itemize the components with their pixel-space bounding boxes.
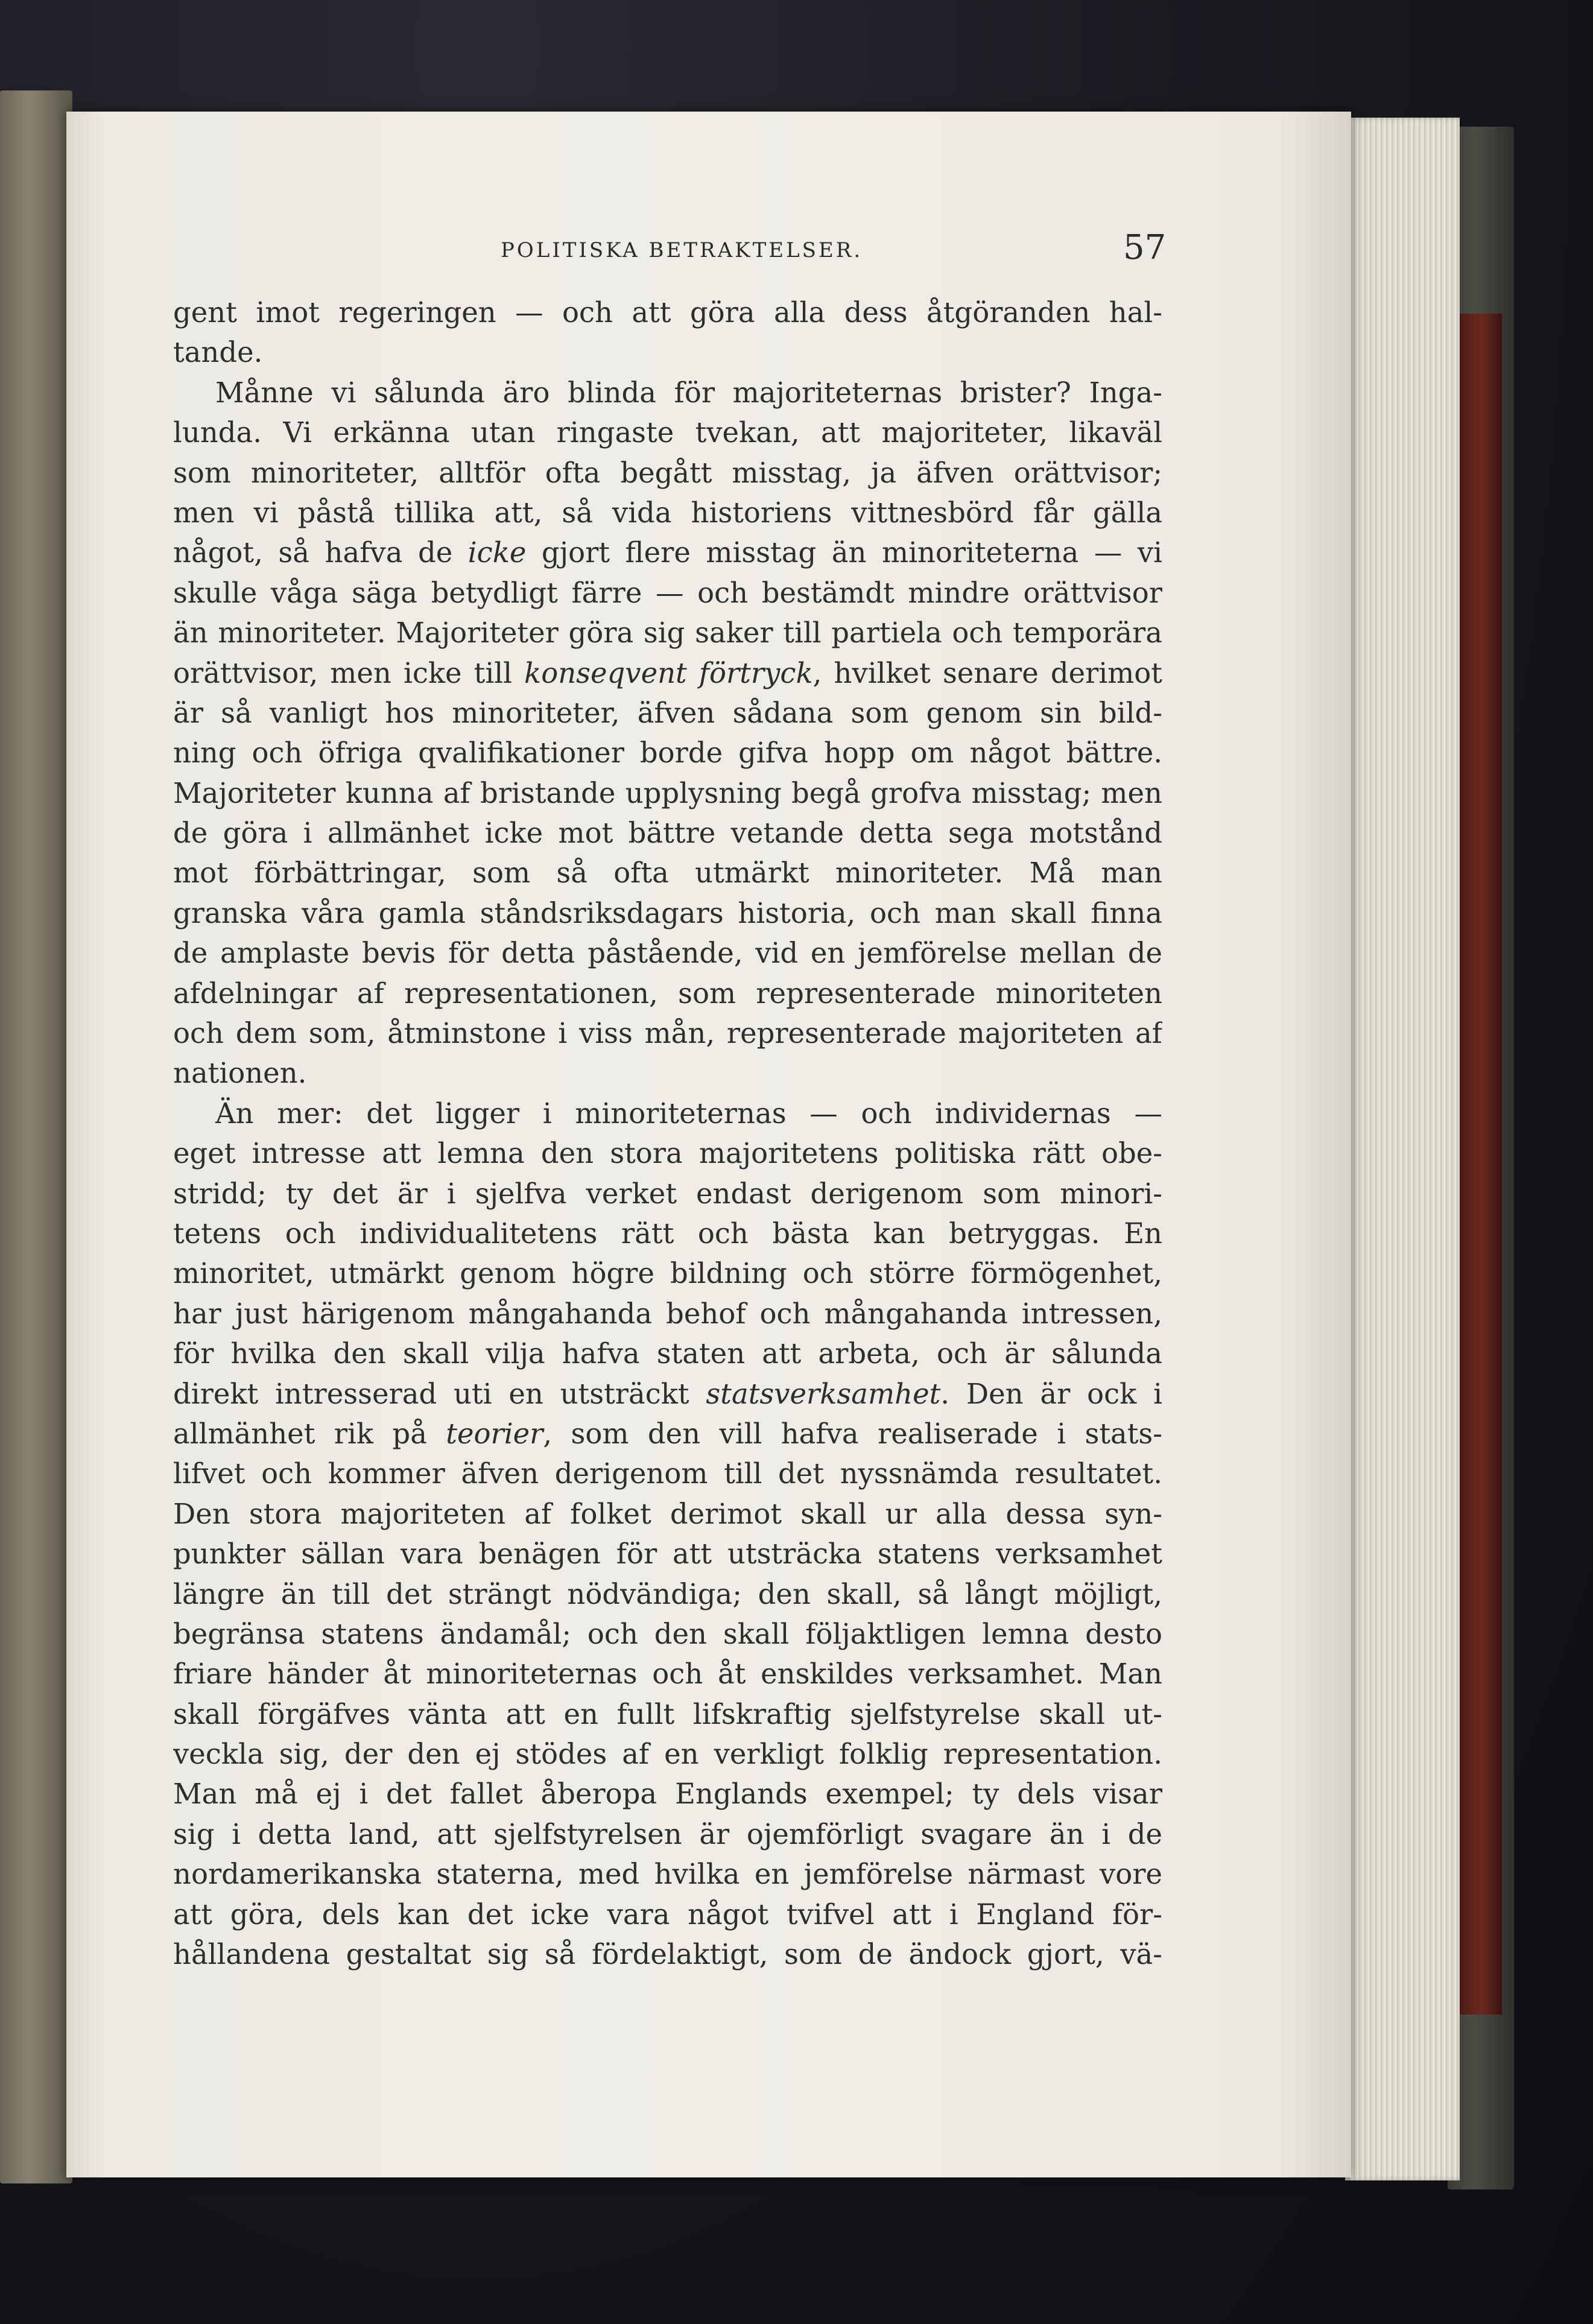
text-line: afdelningar af representationen, som representerade minoriteten [173,977,1162,1010]
text-line: gent imot regeringen — och att göra alla dess åtgöranden hal- [173,296,1162,329]
text-run: , hvilket senare derimot [812,656,1162,689]
text-run: , som den vill hafva realiserade i stats- [543,1417,1162,1450]
text-line: lifvet och kommer äfven derigenom till det nyssnämda resultatet. [173,1457,1162,1490]
text-line: de amplaste bevis för detta påstående, vid en jemförelse mellan de [173,937,1162,970]
text-line: som minoriteter, alltför ofta begått misstag, ja äfven orättvisor; [173,456,1162,489]
text-line: skulle våga säga betydligt färre — och bestämdt mindre orättvisor [173,576,1162,609]
text-run: allmänhet rik på [173,1417,446,1450]
text-line: punkter sällan vara benägen för att utsträcka statens verksamhet [173,1537,1162,1571]
text-line: mot förbättringar, som så ofta utmärkt minoriteter. Må man [173,856,1162,890]
italic-phrase: statsverksamhet [706,1377,941,1410]
book-spine-edge [1460,314,1502,2015]
text-line: än minoriteter. Majoriteter göra sig saker till partiela och temporära [173,616,1162,650]
text-line: att göra, dels kan det icke vara något tvifvel att i England för- [173,1898,1162,1931]
text-line: minoritet, utmärkt genom högre bildning och större förmögenhet, [173,1257,1162,1290]
text-line: Man må ej i det fallet åberopa Englands exempel; ty dels visar [173,1778,1162,1811]
text-line: längre än till det strängt nödvändiga; den skall, så långt möjligt, [173,1577,1162,1610]
running-header [501,238,1164,274]
text-line: granska våra gamla ståndsriksdagars historia, och man skall finna [173,896,1162,929]
text-line: sig i detta land, att sjelfstyrelsen är ojemförligt svagare än i de [173,1817,1162,1851]
text-line: de göra i allmänhet icke mot bättre vetande detta sega motstånd [173,817,1162,850]
text-run: orättvisor, men icke till [173,656,525,689]
text-line: tande. [173,336,263,369]
italic-phrase: konseqvent förtryck [524,656,813,689]
text-line: är så vanligt hos minoriteter, äfven sådana som genom sin bild- [173,696,1162,729]
page-number: 57 [1123,228,1167,267]
text-line: hållandena gestaltat sig så fördelaktigt, som de ändock gjort, vä- [173,1938,1162,1971]
text-run: direkt intresserad uti en utsträckt [173,1377,706,1410]
book-cover-left [0,90,72,2183]
text-line: och dem som, åtminstone i viss mån, representerade majoriteten af [173,1017,1162,1050]
text-line: nordamerikanska staterna, med hvilka en jemförelse närmast vore [173,1858,1162,1891]
italic-phrase: teorier [446,1417,543,1450]
text-line [173,1414,1162,1454]
text-line: tetens och individualitetens rätt och bästa kan betryggas. En [173,1217,1162,1250]
text-line: stridd; ty det är i sjelfva verket endast derigenom som minori- [173,1177,1162,1210]
text-line: ning och öfriga qvalifikationer borde gifva hopp om något bättre. [173,736,1162,770]
text-line [173,533,1162,572]
body-text [173,293,1162,1974]
text-line: friare händer åt minoriteternas och åt enskildes verksamhet. Man [173,1658,1162,1691]
text-line [173,653,1162,693]
text-line: veckla sig, der den ej stödes af en verkligt folklig representation. [173,1738,1162,1771]
text-line: Majoriteter kunna af bristande upplysning begå grofva misstag; men [173,776,1162,809]
text-line: Än mer: det ligger i minoriteternas — och individernas — [215,1097,1162,1130]
text-line: skall förgäfves vänta att en fullt lifskraftig sjelfstyrelse skall ut- [173,1697,1162,1730]
text-line: Månne vi sålunda äro blinda för majoriteternas brister? Inga- [215,376,1162,409]
italic-phrase: icke [467,536,527,569]
running-title: POLITISKA BETRAKTELSER. [501,238,863,262]
text-line: men vi påstå tillika att, så vida historiens vittnesbörd får gälla [173,496,1162,529]
text-line: har just härigenom mångahanda behof och mångahanda intressen, [173,1297,1162,1330]
text-run: gjort flere misstag än minoriteterna — vi [526,536,1162,569]
text-line: Den stora majoriteten af folket derimot skall ur alla dessa syn- [173,1497,1162,1530]
text-run: . Den är ock i [940,1377,1162,1410]
text-line: för hvilka den skall vilja hafva staten att arbeta, och är sålunda [173,1337,1162,1370]
text-line: begränsa statens ändamål; och den skall följaktligen lemna desto [173,1617,1162,1650]
text-line: nationen. [173,1057,307,1090]
text-line: lunda. Vi erkänna utan ringaste tvekan, att majoriteter, likaväl [173,416,1162,449]
text-line: eget intresse att lemna den stora majoritetens politiska rätt obe- [173,1137,1162,1170]
page-edges [1345,118,1460,2180]
text-run: något, så hafva de [173,536,468,569]
text-line [173,1374,1162,1414]
